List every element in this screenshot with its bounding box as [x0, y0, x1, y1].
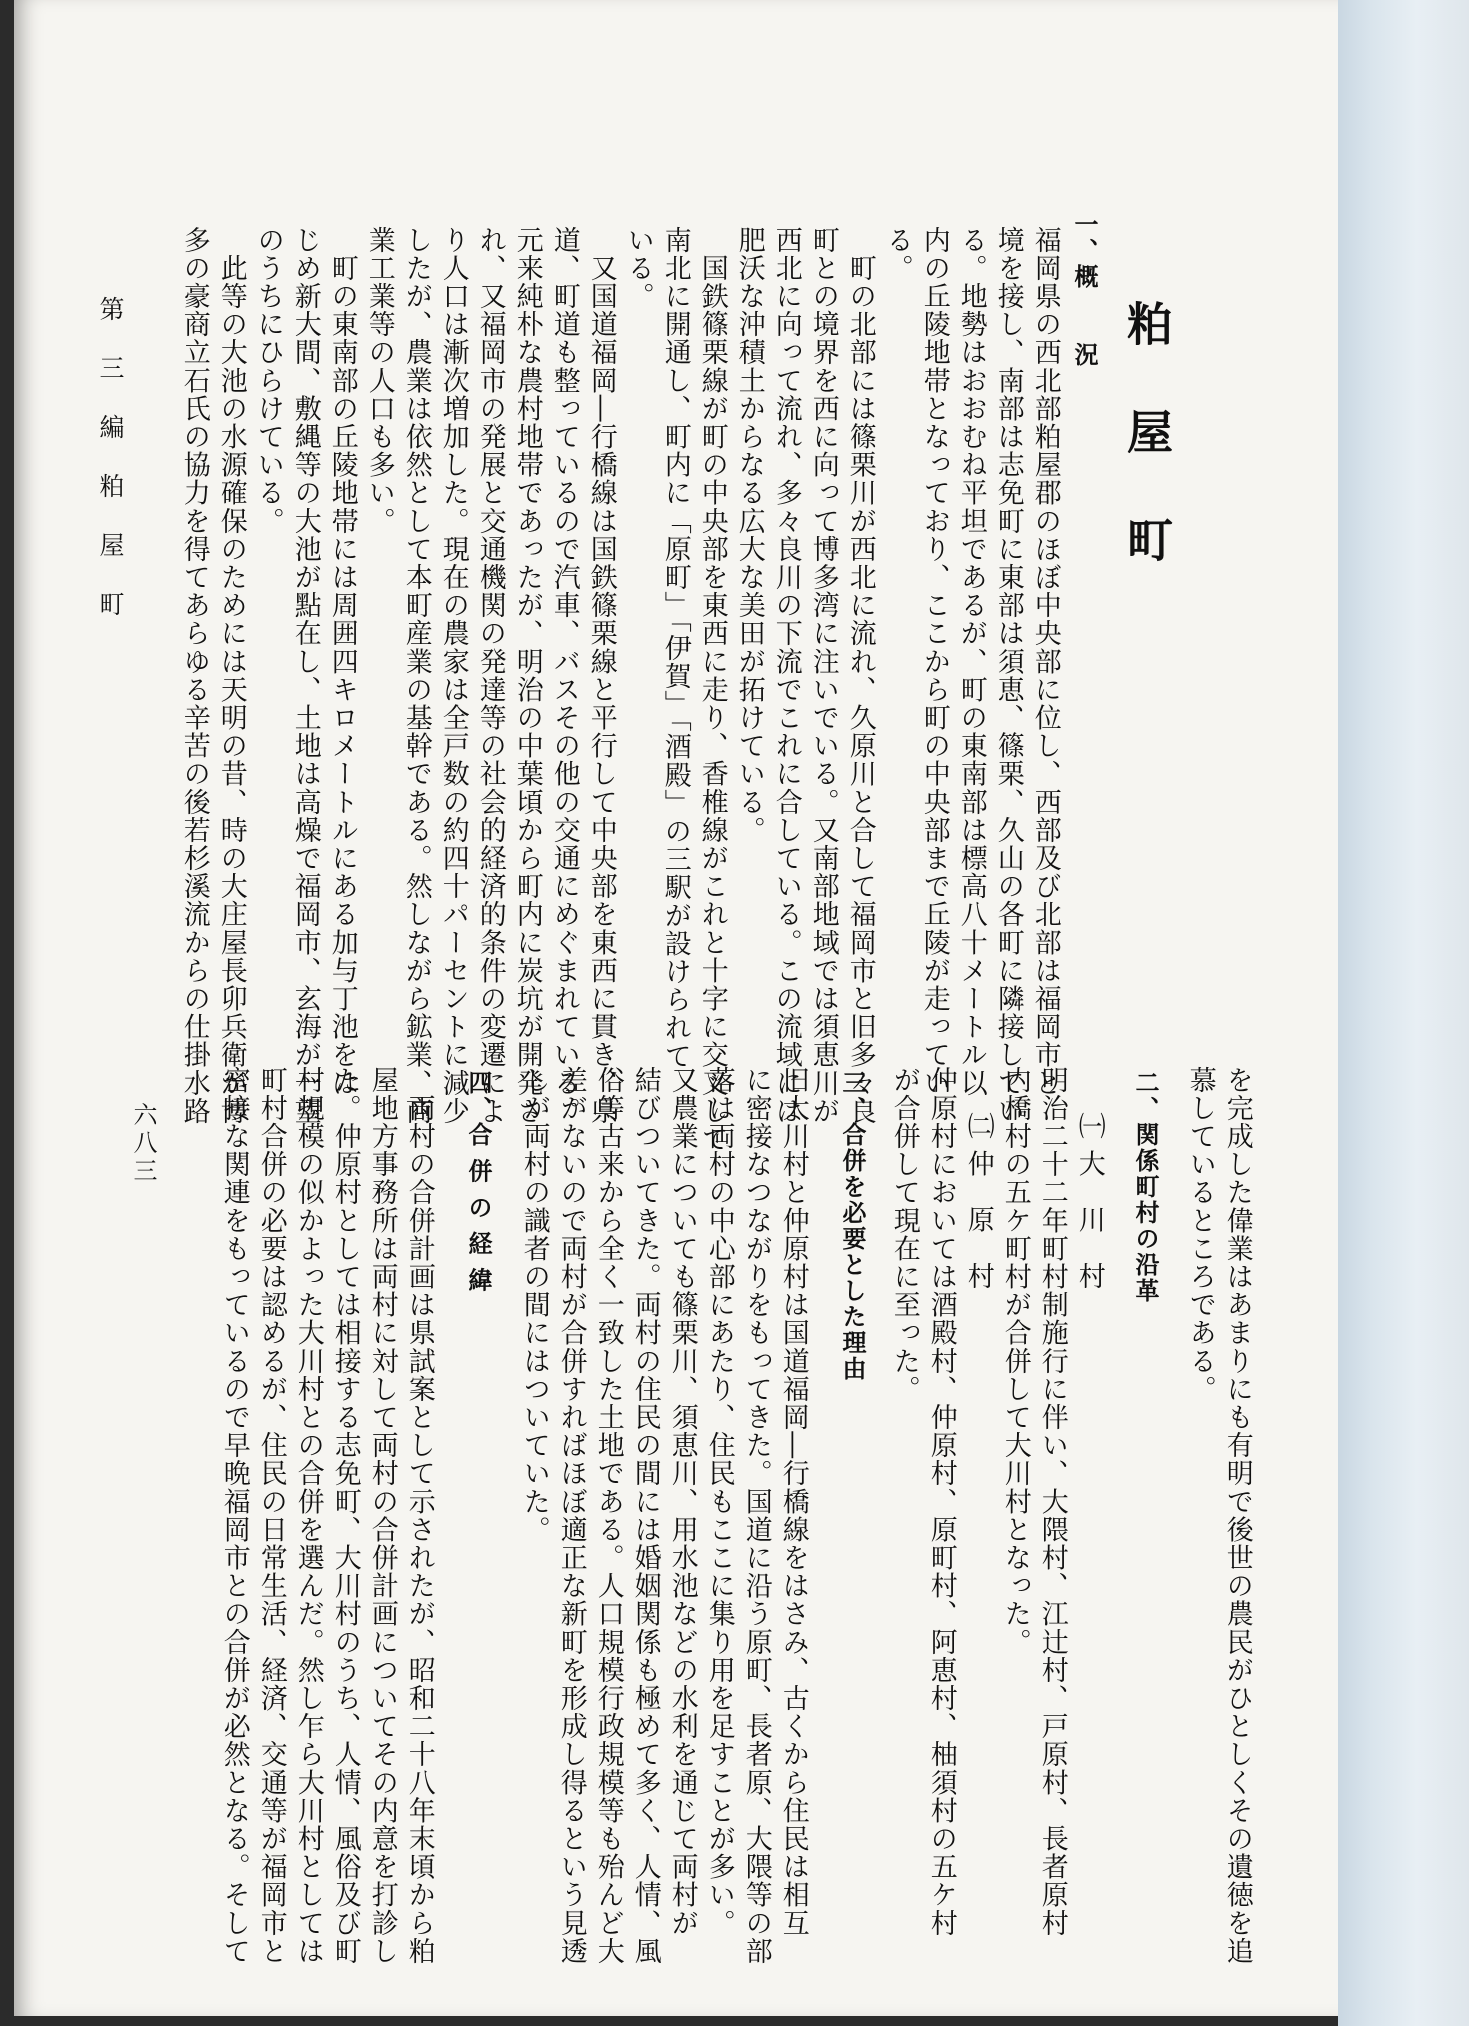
section3-line: 又農業についても篠栗川、須恵川、用水池などの水利を通じて両村が [666, 1066, 698, 1938]
section1-line: 国鉄篠栗線が町の中央部を東西に走り、香椎線がこれと十字に交叉して [696, 226, 728, 1154]
section1-line: る。 [881, 226, 913, 283]
section2-subheading-2: ㈡ 仲 原 村 [962, 1112, 994, 1291]
section1-line: 肥沃な沖積土からなる広大な美田が拓けている。 [733, 226, 765, 845]
section3-heading: 三、合併を必要とした理由 [838, 1070, 866, 1382]
section4-line: 密接な関連をもっているので早晩福岡市との合併が必然となる。そして [218, 1066, 250, 1966]
section1-line: 内の丘陵地帯となっており、ここから町の中央部まで丘陵が走ってい [918, 226, 950, 1098]
section1-line: 南北に開通し、町内に「原町」「伊賀」「酒殿」の三駅が設けられて [659, 226, 691, 1071]
section1-line: り人口は漸次増加した。現在の農家は全戸数の約四十パーセントに減少 [437, 226, 469, 1126]
section3-line: 旧大川村と仲原村は国道福岡―行橋線をはさみ、古くから住民は相互 [777, 1066, 809, 1938]
page-title: 粕屋町 [1120, 300, 1174, 624]
section1-line: 多の豪商立石氏の協力を得てあらゆる辛苦の後若杉溪流からの仕掛水路 [178, 226, 210, 1126]
section4-line: 町村合併の必要は認めるが、住民の日常生活、経済、交通等が福岡市と [255, 1066, 287, 1966]
running-footer: 第三編粕屋町 [96, 296, 125, 650]
section2-subheading-1: ㈠ 大 川 村 [1073, 1112, 1105, 1291]
section1-line: 又国道福岡―行橋線は国鉄篠栗線と平行して中央部を東西に貫き、県 [585, 226, 617, 1126]
section4-line: 両村の合併計画は県試案として示されたが、昭和二十八年末頃から粕 [403, 1066, 435, 1966]
adjacent-page-edge [1338, 0, 1469, 2026]
section1-line: 境を接し、南部は志免町に東部は須恵、篠栗、久山の各町に隣接してい [992, 226, 1024, 1126]
section1-line: 道、町道も整っているので汽車、バスその他の交通にめぐまれている。 [548, 226, 580, 1126]
section4-line: た。仲原村としては相接する志免町、大川村のうち、人情、風俗及び町 [329, 1066, 361, 1966]
section3-line: 落は両村の中心部にあたり、住民もここに集り用を足すことが多い。 [703, 1066, 735, 1938]
book-page [14, 0, 1350, 2016]
section1-line: のうちにひらけている。 [252, 226, 284, 536]
section4-heading: 四、合 併 の 経 緯 [464, 1070, 492, 1294]
section1-line: いる。 [622, 226, 654, 311]
section2-line: 仲原村においては酒殿村、仲原村、原町村、阿恵村、柚須村の五ケ村 [925, 1066, 957, 1938]
section2-heading: 二、関係町村の沿革 [1131, 1070, 1159, 1304]
section1-line: 元来純朴な農村地帯であったが、明治の中葉頃から町内に炭坑が開発さ [511, 226, 543, 1126]
section1-line: 町の北部には篠栗川が西北に流れ、久原川と合して福岡市と旧多々良 [844, 226, 876, 1126]
section1-line: 町の東南部の丘陵地帯には周囲四キロメートルにある加与丁池をは [326, 226, 358, 1098]
section3-line: 差がないので両村が合併すればほぼ適正な新町を形成し得るという見透 [555, 1066, 587, 1966]
section3-line: 俗等古来から全く一致した土地である。人口規模行政規模等も殆んど大 [592, 1066, 624, 1966]
section1-line: 此等の大池の水源確保のためには天明の昔、時の大庄屋長卯兵衛が博 [215, 226, 247, 1126]
section1-line: 町との境界を西に向って博多湾に注いでいる。又南部地域では須恵川が [807, 226, 839, 1126]
section1-line: じめ新大間、敷縄等の大池が點在し、土地は高燥で福岡市、玄海が一望 [289, 226, 321, 1126]
section3-line: しが両村の識者の間にはついていた。 [518, 1066, 550, 1544]
continuation-line: を完成した偉業はあまりにも有明で後世の農民がひとしくその遺徳を追 [1221, 1066, 1253, 1966]
section3-line: に密接なつながりをもってきた。国道に沿う原町、長者原、大隈等の部 [740, 1066, 772, 1966]
section2-line: が合併して現在に至った。 [888, 1066, 920, 1404]
section4-line: 村規模の似かよった大川村との合併を選んだ。然し乍ら大川村としては [292, 1066, 324, 1966]
section1-line: 福岡県の西北部粕屋郡のほぼ中央部に位し、西部及び北部は福岡市と [1029, 226, 1061, 1098]
section1-heading: 一、概 況 [1070, 212, 1098, 368]
section1-line: れ、又福岡市の発展と交通機関の発達等の社会的経済的条件の変遷によ [474, 226, 506, 1126]
section2-line: 内橋村の五ケ町村が合併して大川村となった。 [999, 1066, 1031, 1657]
page-number: 六八三 [129, 1102, 157, 1186]
section1-line: る。地勢はおおむね平坦であるが、町の東南部は標高八十メートル以 [955, 226, 987, 1098]
section1-line: したが、農業は依然として本町産業の基幹である。然しながら鉱業、商 [400, 226, 432, 1126]
continuation-line: 慕しているところである。 [1184, 1066, 1216, 1404]
section4-line: 屋地方事務所は両村に対して両村の合併計画についてその内意を打診し [366, 1066, 398, 1966]
section1-line: 西北に向って流れ、多々良川の下流でこれに合している。この流域には [770, 226, 802, 1126]
section1-line: 業工業等の人口も多い。 [363, 226, 395, 536]
section3-line: 結びついてきた。両村の住民の間には婚姻関係も極めて多く、人情、風 [629, 1066, 661, 1966]
section2-line: 明治二十二年町村制施行に伴い、大隈村、江辻村、戸原村、長者原村 [1036, 1066, 1068, 1938]
